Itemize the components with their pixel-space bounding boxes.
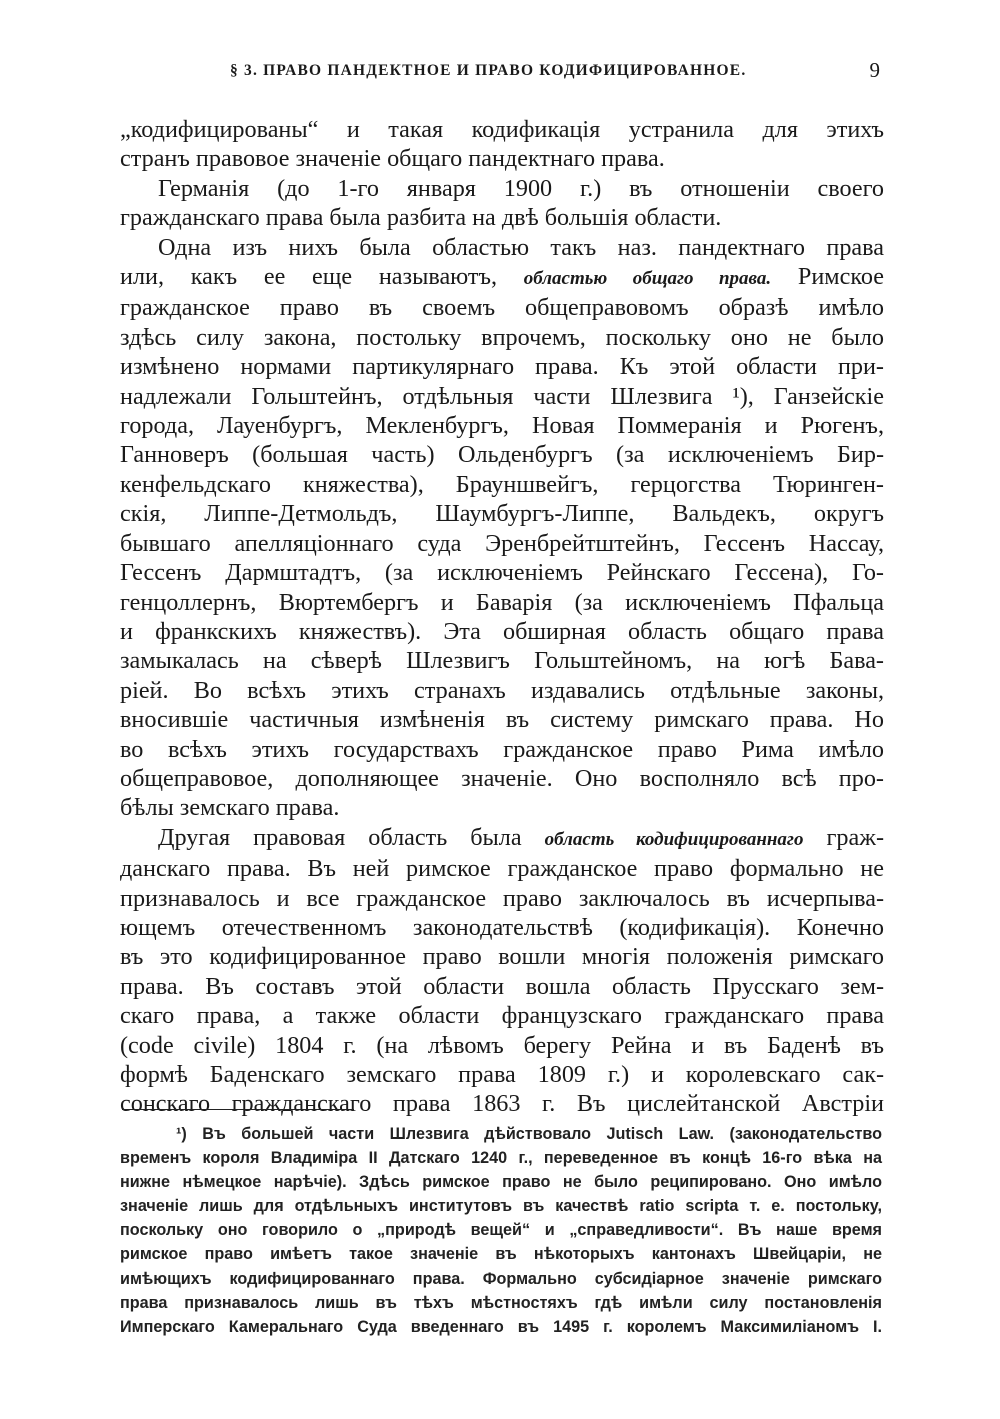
text-line-content: (code civile) 1804 г. (на лѣвомъ берегу Рейна и въ Баденѣ въ — [120, 1031, 884, 1059]
text-line-content: скаго права, а также области французскаго гражданскаго права — [120, 1002, 884, 1030]
text-line — [120, 764, 884, 793]
text-line-content: бывшаго апелляціоннаго суда Эренбрейтштейнъ, Гессенъ Нассау, — [120, 529, 884, 557]
text-line-content: и франкскихъ княжествъ). Эта обширная область общаго права — [120, 617, 884, 645]
text-line — [120, 470, 884, 499]
text-line-content: бѣлы земскаго права. — [120, 794, 340, 822]
text-line-content: формѣ Баденскаго земскаго права 1809 г.) и королевскаго сак- — [120, 1061, 884, 1088]
text-line — [120, 705, 884, 734]
text-line — [120, 1001, 884, 1030]
text-line-content: ющемъ отечественномъ законодательствѣ (кодификація). Конечно — [120, 913, 884, 941]
text-line — [120, 617, 884, 646]
footnote-line: нижне нѣмецкое нарѣчіе). Здѣсь римское право не было реципировано. Оно имѣло — [120, 1173, 882, 1192]
emphasized-term: область кодифицированнаго — [544, 828, 804, 850]
emphasized-term: областью общаго права. — [523, 268, 772, 290]
text-line-content: здѣсь силу закона, постольку впрочемъ, поскольку оно не было — [120, 323, 884, 351]
text-line — [120, 793, 884, 822]
text-line — [120, 262, 884, 293]
text-line — [120, 115, 884, 144]
main-text — [120, 115, 884, 1119]
text-line — [120, 646, 884, 675]
footnote-line: поскольку оно говорило о „природѣ вещей“ и „справедливости“. Въ наше время — [120, 1221, 882, 1240]
text-line-content: или, какъ ее еще называютъ, — [120, 263, 524, 291]
text-line — [120, 558, 884, 587]
text-line-content: города, Лауенбургъ, Мекленбургъ, Новая Поммеранія и Рюгенъ, — [120, 412, 884, 440]
running-header-title: § 3. ПРАВО ПАНДЕКТНОЕ И ПРАВО КОДИФИЦИРОВАННОЕ. — [230, 62, 747, 79]
text-line-content: гражданскаго права была разбита на двѣ большія области. — [120, 204, 722, 232]
footnote-separator — [122, 1109, 354, 1110]
text-line-content: Одна изъ нихъ была областью такъ наз. пандектнаго права — [158, 233, 884, 261]
text-line — [120, 323, 884, 352]
text-line-content: Ганноверъ (большая часть) Ольденбургъ (за исключеніемъ Бир- — [120, 441, 884, 469]
footnote-line: Имперскаго Камеральнаго Суда введеннаго въ 1495 г. королемъ Максимиліаномъ I. — [120, 1317, 882, 1336]
footnote-line: ¹) Въ большей части Шлезвига дѣйствовало Jutisch Law. (законодательство — [176, 1125, 882, 1143]
text-line — [120, 676, 884, 705]
footnote-line: временъ короля Владиміра II Датскаго 1240 г., переведенное въ концѣ 16-го вѣка на — [120, 1149, 882, 1168]
text-line — [120, 382, 884, 411]
text-line-content: въ это кодифицированное право вошли многія положенія римскаго — [120, 943, 884, 971]
text-line-content: вносившіе частичныя измѣненія въ систему римскаго права. Но — [120, 706, 884, 734]
text-line-content: данскаго права. Въ ней римское гражданское право формально не — [120, 855, 884, 883]
page-number: 9 — [869, 58, 880, 82]
text-line-content: ріей. Во всѣхъ этихъ странахъ издавались отдѣльные законы, — [120, 676, 884, 704]
text-line — [120, 203, 884, 232]
text-line-content: гражданское право въ своемъ общеправовомъ образѣ имѣло — [120, 294, 884, 322]
text-line-content: „кодифицированы“ и такая кодификація устранила для этихъ — [120, 116, 884, 143]
text-line — [120, 233, 884, 262]
text-line — [120, 1031, 884, 1060]
text-line-content: во всѣхъ этихъ государствахъ гражданское право Рима имѣло — [120, 735, 884, 763]
text-line-content: общеправовое, дополняющее значеніе. Оно восполняло всѣ про- — [120, 764, 884, 792]
text-line — [120, 174, 884, 203]
text-line-content: кенфельдскаго княжества), Брауншвейгъ, герцогства Тюринген- — [120, 470, 884, 498]
text-line — [120, 352, 884, 381]
footnote-line: значеніе лишь для отдѣльныхъ институтовъ въ качествѣ ratio scripta т. е. постольку, — [120, 1197, 882, 1216]
text-line-content: измѣнено нормами партикулярнаго права. Къ этой области при- — [120, 353, 884, 381]
text-line — [120, 972, 884, 1001]
text-line-tail: граж- — [803, 823, 884, 851]
text-line — [120, 588, 884, 617]
text-line — [120, 884, 884, 913]
text-line — [120, 823, 884, 854]
text-line-content: Германія (до 1-го января 1900 г.) въ отношеніи своего — [158, 174, 884, 202]
running-header — [120, 58, 880, 88]
text-line — [120, 529, 884, 558]
text-line — [120, 293, 884, 322]
text-line-content: права. Въ составъ этой области вошла область Прусскаго зем- — [120, 972, 884, 1000]
text-line-tail: Римское — [771, 263, 884, 291]
text-line — [120, 440, 884, 469]
text-line — [120, 942, 884, 971]
footnote-line: имѣющихъ кодифицированнаго права. Формально субсидіарное значеніе римскаго — [120, 1269, 882, 1288]
text-line-content: замыкалась на сѣверѣ Шлезвигъ Гольштейномъ, на югѣ Бава- — [120, 647, 884, 675]
text-line — [120, 1089, 884, 1118]
text-line — [120, 411, 884, 440]
text-line-content: надлежали Гольштейнъ, отдѣльныя части Шлезвига ¹), Ганзейскіе — [120, 382, 884, 410]
text-line-content: Гессенъ Дармштадтъ, (за исключеніемъ Рейнскаго Гессена), Го- — [120, 559, 884, 587]
text-line — [120, 854, 884, 883]
footnote-line: права признавалось лишь въ тѣхъ мѣстностяхъ гдѣ имѣли силу постановленія — [120, 1293, 882, 1312]
text-line-content: генцоллернъ, Вюртембергъ и Баварія (за исключеніемъ Пфальца — [120, 588, 884, 616]
text-line-content: скія, Липпе-Детмольдъ, Шаумбургъ-Липпе, Вальдекъ, округъ — [120, 500, 884, 528]
text-line — [120, 1060, 884, 1089]
text-line — [120, 499, 884, 528]
text-line-content: странъ правовое значеніе общаго пандектнаго права. — [120, 145, 665, 173]
footnote — [120, 1122, 882, 1339]
text-line-content: признавалось и все гражданское право заключалось въ исчерпыва- — [120, 884, 884, 912]
footnote-line: римское право имѣетъ такое значеніе въ нѣкоторыхъ кантонахъ Швейцаріи, не — [120, 1245, 882, 1264]
text-line — [120, 735, 884, 764]
text-line — [120, 913, 884, 942]
text-line-content: Другая правовая область была — [158, 823, 545, 851]
text-line-content: сонскаго гражданскаго права 1863 г. Въ цислейтанской Австріи — [120, 1090, 884, 1118]
text-line — [120, 144, 884, 173]
